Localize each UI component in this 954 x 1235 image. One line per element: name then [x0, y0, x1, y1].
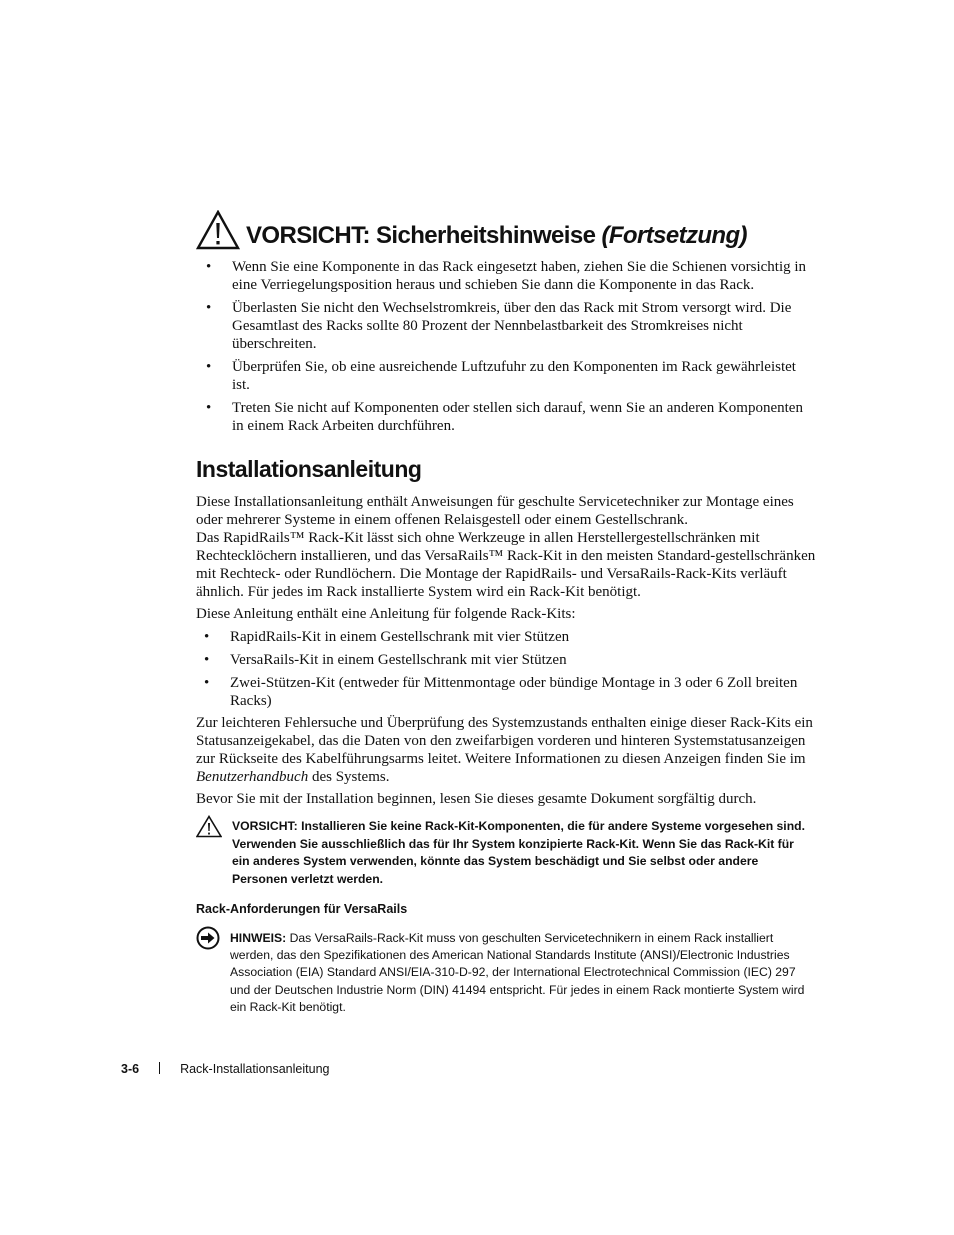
intro-paragraph: Zur leichteren Fehlersuche und Überprüfung des Systemzustands enthalten einige dieser Rack-Kits ein Statusanzeigekabel, das die Daten von den zweifarbigen vorderen und hinteren Systemstatusanzeigen zur Rückseite des Kabelführungsarms leitet. Weitere Informationen zu diesen Anzeigen finden Sie im Benutzerhandbuch des Systems. [196, 715, 813, 785]
note-box-text: HINWEIS: Das VersaRails-Rack-Kit muss von geschulten Servicetechnikern in einem Rack installiert werden, das den Spezifikationen des American National Standards Institute (ANSI)/Electronic Industries Association (EIA) Standard ANSI/EIA-310-D-92, der International Electrotechnical Commission (IEC) 297 und der Deutschen Industrie Norm (DIN) 41494 entspricht. Für jedes in einem Rack montierte System wird ein Rack-Kit benötigt. [230, 931, 805, 1014]
intro-paragraph: Diese Installationsanleitung enthält Anweisungen für geschulte Servicetechniker zur Montage eines oder mehrerer Systeme in einem offenen Relaisgestell oder einem Gestellschrank. [196, 494, 794, 528]
page-number: 3-6 [121, 1062, 140, 1076]
intro-paragraph: Das RapidRails™ Rack-Kit lässt sich ohne Werkzeuge in allen Herstellergestellschränken mit Rechtecklöchern installieren, und das VersaRails™ Rack-Kit in den meisten Standard-gestellschränken mit Rechteck- oder Rundlöchern. Die Montage der RapidRails- und VersaRails-Rack-Kits verläuft ähnlich. Für jedes im Rack installierte System wird ein Rack-Kit benötigt. [196, 530, 816, 600]
footer-title: Rack-Installationsanleitung [180, 1062, 330, 1076]
kit-list [204, 628, 804, 715]
list-item: • Überprüfen Sie, ob eine ausreichende Luftzufuhr zu den Komponenten im Rack gewährleistet ist. [206, 359, 796, 393]
section-title: Installationsanleitung [196, 456, 422, 482]
manual-reference: Benutzerhandbuch [196, 769, 309, 785]
caution-heading [196, 210, 836, 254]
list-item: • Überlasten Sie nicht den Wechselstromkreis, über den das Rack mit Strom versorgt wird. Die Gesamtlast des Racks sollte 80 Prozent der Nennbelastbarkeit des Stromkreises nicht überschreiten. [206, 300, 792, 352]
page-footer [121, 1062, 329, 1076]
intro-paragraph: Diese Anleitung enthält eine Anleitung für folgende Rack-Kits: [196, 606, 576, 622]
intro-paragraph: Bevor Sie mit der Installation beginnen, lesen Sie dieses gesamte Dokument sorgfältig durch. [196, 791, 757, 807]
list-item: • Treten Sie nicht auf Komponenten oder stellen sich darauf, wenn Sie an anderen Komponenten in einem Rack Arbeiten durchführen. [206, 400, 803, 434]
list-item: • Wenn Sie eine Komponente in das Rack eingesetzt haben, ziehen Sie die Schienen vorsichtig in eine Verriegelungsposition heraus und schieben Sie dann die Komponente in das Rack. [206, 259, 807, 293]
sub-heading: Rack-Anforderungen für VersaRails [196, 902, 408, 916]
caution-box-text: VORSICHT: Installieren Sie keine Rack-Kit-Komponenten, die für andere Systeme vorgesehen sind. Verwenden Sie ausschließlich das für Ihr System konzipierte Rack-Kit. Wenn Sie das Rack-Kit für ein anderes System verwenden, könnte das System beschädigt und Sie selbst oder andere Personen verletzt werden. [232, 819, 805, 886]
list-item: • VersaRails-Kit in einem Gestellschrank mit vier Stützen [204, 652, 567, 668]
caution-label: VORSICHT: [232, 819, 298, 833]
caution-heading-text: VORSICHT: Sicherheitshinweise (Fortsetzung) [246, 222, 747, 249]
note-arrow-icon [196, 926, 220, 950]
list-item: • RapidRails-Kit in einem Gestellschrank mit vier Stützen [204, 629, 570, 645]
list-item: • Zwei-Stützen-Kit (entweder für Mittenmontage oder bündige Montage in 3 oder 6 Zoll breiten Racks) [204, 675, 798, 709]
warning-triangle-icon [196, 210, 240, 250]
footer-divider [159, 1062, 160, 1074]
note-label: HINWEIS: [230, 931, 287, 945]
caution-list [206, 258, 816, 440]
warning-triangle-icon [196, 815, 222, 838]
